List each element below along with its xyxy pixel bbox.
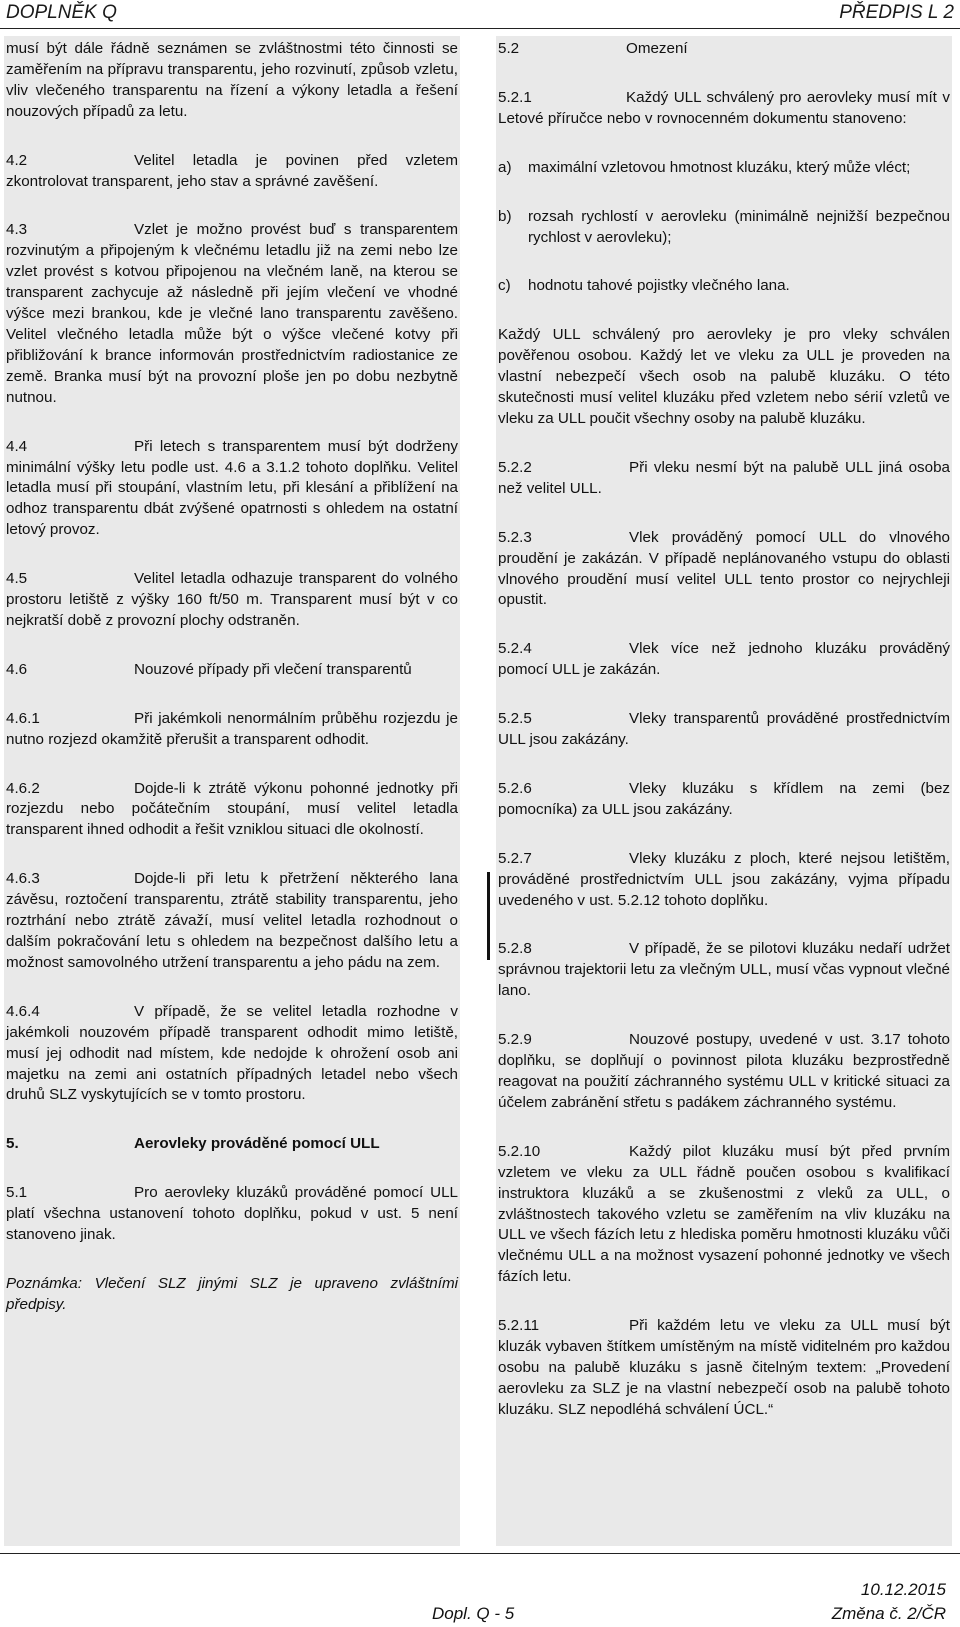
paragraph-5-2-1 (496, 85, 952, 134)
paragraph-4-4 (4, 434, 460, 546)
paragraph-text: V případě, že se pilotovi kluzáku nedaří udržet správnou trajektorii letu za vlečným ULL, musí včas vypnout vlečné lano. (498, 940, 950, 1000)
section-number: 4.6.2 (6, 779, 40, 797)
section-number: 4.2 (6, 151, 28, 169)
paragraph-text: Vlek více než jednoho kluzáku prováděný pomocí ULL je zakázán. (498, 640, 950, 679)
paragraph-text: Velitel letadla je povinen před vzletem zkontrolovat transparent, jeho stav a správné zavěšení. (6, 151, 458, 190)
list-label: a) (498, 158, 512, 176)
section-number: 5.2.3 (498, 528, 532, 546)
paragraph-5-2-8 (496, 936, 952, 1006)
paragraph-5-2-7 (496, 846, 952, 916)
section-number: 5.2.9 (498, 1031, 532, 1049)
paragraph-5-2-6 (496, 776, 952, 825)
paragraph-5-2-10 (496, 1139, 952, 1292)
section-number: 5.2.6 (498, 779, 532, 797)
page-header (0, 0, 960, 30)
page-number: Dopl. Q - 5 (432, 1604, 515, 1623)
section-number: 5.2.1 (498, 88, 532, 106)
paragraph-5-1 (4, 1180, 460, 1250)
section-number: 5.2.2 (498, 458, 532, 476)
paragraph-text: Nouzové případy při vlečení transparentů (134, 660, 412, 678)
section-number: 5.2.10 (498, 1142, 541, 1160)
section-number: 5.2.4 (498, 640, 532, 658)
section-number: 4.6.4 (6, 1002, 40, 1020)
list-item (496, 204, 952, 253)
paragraph-text: Vzlet je možno provést buď s transparentem rozvinutým a připojeným k vlečnému letadlu již na zemi nebo lze vzlet provést s kotvou připojenou na vlečném laně, na kterou se transparent zachycuje až následně při jejím vlečení ve vhodné výšce mezi brankou, kde je vlečné lano transparentu zavěšeno. Velitel vlečného letadla může být o výšce vlečené kotvy při přibližování k brance informován prostřednictvím radiostanice ze země. Branka musí být na provozní ploše jen po dobu nezbytně nutnou. (6, 221, 458, 406)
paragraph-4-3 (4, 217, 460, 412)
section-number: 4.3 (6, 221, 28, 239)
paragraph-text: Pro aerovleky kluzáků prováděné pomocí ULL platí všechna ustanovení tohoto doplňku, pokud v ust. 5 není stanoveno jinak. (6, 1184, 458, 1244)
change-number: Změna č. 2/ČR (831, 1604, 946, 1623)
paragraph-5-2-9 (496, 1027, 952, 1118)
section-number: 4.6.1 (6, 709, 40, 727)
section-number: 4.6 (6, 660, 28, 678)
footer-rule (0, 1553, 960, 1554)
paragraph-4-6-1 (4, 706, 460, 755)
section-title: Omezení (626, 40, 688, 57)
paragraph-5-2-2 (496, 455, 952, 504)
paragraph-text: Při vleku nesmí být na palubě ULL jiná osoba než velitel ULL. (498, 458, 950, 497)
list-label: b) (498, 207, 512, 225)
section-title: Aerovleky prováděné pomocí ULL (134, 1135, 380, 1153)
paragraph-4-2 (4, 148, 460, 197)
section-number: 5.2.7 (498, 849, 532, 867)
paragraph-text: Každý ULL schválený pro aerovleky musí mít v Letové příručce nebo v rovnocenném dokumentu stanoveno: (498, 88, 950, 127)
section-number: 5.2.11 (498, 1317, 540, 1335)
paragraph-4-6-3 (4, 866, 460, 978)
paragraph-text: Vleky transparentů prováděné prostřednictvím ULL jsou zakázány. (498, 710, 950, 749)
paragraph-4-6-4 (4, 999, 460, 1111)
section-heading-5 (4, 1131, 460, 1159)
revision-change-bar (487, 872, 490, 960)
section-number: 4.6.3 (6, 870, 40, 888)
list-item (496, 155, 952, 183)
section-number: 4.5 (6, 570, 28, 588)
list-item (496, 273, 952, 301)
paragraph-4-6-2 (4, 776, 460, 846)
list-text: maximální vzletovou hmotnost kluzáku, který může vléct; (528, 158, 911, 176)
revision-date: 10.12.2015 (860, 1580, 946, 1599)
paragraph-text: Vleky kluzáku s křídlem na zemi (bez pomocníka) za ULL jsou zakázány. (498, 779, 950, 818)
section-number: 5.2.8 (498, 940, 532, 958)
paragraph-4-6 (4, 657, 460, 685)
paragraph-text: Při letech s transparentem musí být dodrženy minimální výšky letu podle ust. 4.6 a 3.1.2 tohoto doplňku. Velitel letadla musí při stoupání, vlastním letu, při klesání a přiblížení na odhoz transparentu dbát zvýšené opatrnosti s ohledem na ostatní letový provoz. (6, 437, 458, 539)
right-column (496, 36, 952, 1546)
section-number: 5.2 (498, 40, 520, 57)
section-number: 5.2.5 (498, 710, 532, 728)
list-text: rozsah rychlostí v aerovleku (minimálně nejnižší bezpečnou rychlost v aerovleku); (528, 207, 950, 246)
section-number: 5.1 (6, 1184, 28, 1202)
paragraph-text: Při každém letu ve vleku za ULL musí být kluzák vybaven štítkem umístěným na místě viditelném pro každou osobu na palubě kluzáku s jasně čitelným textem: „Provedení aerovleku za SLZ je na vlastní nebezpečí osob na palubě tohoto kluzáku. SLZ nepodléhá schválení ÚCL.“ (498, 1317, 950, 1418)
paragraph-text: Vleky kluzáku z ploch, které nejsou letištěm, prováděné prostřednictvím ULL jsou zakázány, vyjma případu uvedeného v ust. 5.2.12 tohoto doplňku. (498, 849, 950, 909)
paragraph-intro: musí být dále řádně seznámen se zvláštnostmi této činnosti se zaměřením na přípravu transparentu, jeho rozvinutí, způsob vzletu, vliv vlečeného transparentu na řízení a výkony letadla a řešení nouzových případů za letu. (6, 40, 458, 120)
section-number: 5. (6, 1135, 19, 1153)
list-text: hodnotu tahové pojistky vlečného lana. (528, 277, 790, 295)
paragraph-4-5 (4, 566, 460, 636)
note: Poznámka: Vlečení SLZ jinými SLZ je upraveno zvláštními předpisy. (6, 1274, 458, 1313)
header-regulation: PŘEDPIS L 2 (839, 2, 954, 23)
paragraph-5-2-3 (496, 525, 952, 616)
paragraph-text: Každý pilot kluzáku musí být před prvním vzletem ve vleku za ULL řádně poučen osobou s kvalifikací instruktora kluzáků a se zkušenostmi z vleků za ULL, o zvláštnostech takového vzletu se zaměřením na vliv kluzáku na ULL ve všech fázích letu z hlediska poměru hmotnosti kluzáku vůči vlečnému ULL a na možnost vysazení pohonné jednotky ve všech fázích letu. (498, 1142, 950, 1286)
paragraph-approval: Každý ULL schválený pro aerovleky je pro vleky schválen pověřenou osobou. Každý let ve vleku za ULL je proveden na vlastní nebezpečí všech osob na palubě kluzáku. O této skutečnosti musí velitel kluzáku před vzletem nebo sérií vzletů ve vleku za ULL poučit všechny osoby na palubě kluzáku. (498, 326, 950, 427)
paragraph-text: Dojde-li při letu k přetržení některého lana závěsu, roztočení transparentu, ztrátě stability transparentu, jeho roztrhání nebo ztrátě závaží, musí velitel letadla rozhodnout o dalším pokračování letu s ohledem na bezpečnost dalšího letu a možnost samovolného utržení transparentu a jeho pádu na zem. (6, 870, 458, 971)
paragraph-text: Při jakémkoli nenormálním průběhu rozjezdu je nutno rozjezd okamžitě přerušit a transparent odhodit. (6, 709, 458, 748)
paragraph-text: Nouzové postupy, uvedené v ust. 3.17 tohoto doplňku, se doplňují o povinnost pilota kluzáku bezprostředně reagovat na použití záchranného systému ULL v kritické situaci za účelem zabránění střetu s padákem záchranného systému. (498, 1031, 950, 1111)
paragraph-text: V případě, že se velitel letadla rozhodne v jakémkoli nouzovém případě transparent odhodit mimo letiště, musí jej odhodit nad místem, kde nedojde k ohrožení osob ani majetku na zemi ani ostatních případných letadel nebo všech druhů SLZ vyskytujících se v tomto prostoru. (6, 1002, 458, 1104)
paragraph-text: Dojde-li k ztrátě výkonu pohonné jednotky při rozjezdu nebo počátečním stoupání, musí velitel letadla transparent ihned odhodit a řešit vzniklou situaci dle okolností. (6, 779, 458, 839)
paragraph-5-2-4 (496, 636, 952, 685)
list-label: c) (498, 277, 511, 295)
header-supplement: DOPLNĚK Q (6, 2, 117, 23)
paragraph-text: Velitel letadla odhazuje transparent do volného prostoru letiště z výšky 160 ft/50 m. Transparent musí být v co nejkratší době z provozní plochy odstraněn. (6, 570, 458, 629)
paragraph-5-2-5 (496, 706, 952, 755)
left-column (4, 36, 460, 1546)
header-rule (0, 28, 960, 29)
paragraph-text: Vlek prováděný pomocí ULL do vlnového proudění je zakázán. V případě neplánovaného vstupu do oblasti vlnového proudění musí velitel ULL tento prostor co nejrychleji opustit. (498, 528, 950, 609)
paragraph-5-2-11 (496, 1313, 952, 1425)
section-number: 4.4 (6, 437, 28, 455)
section-heading-5-2 (496, 36, 952, 64)
